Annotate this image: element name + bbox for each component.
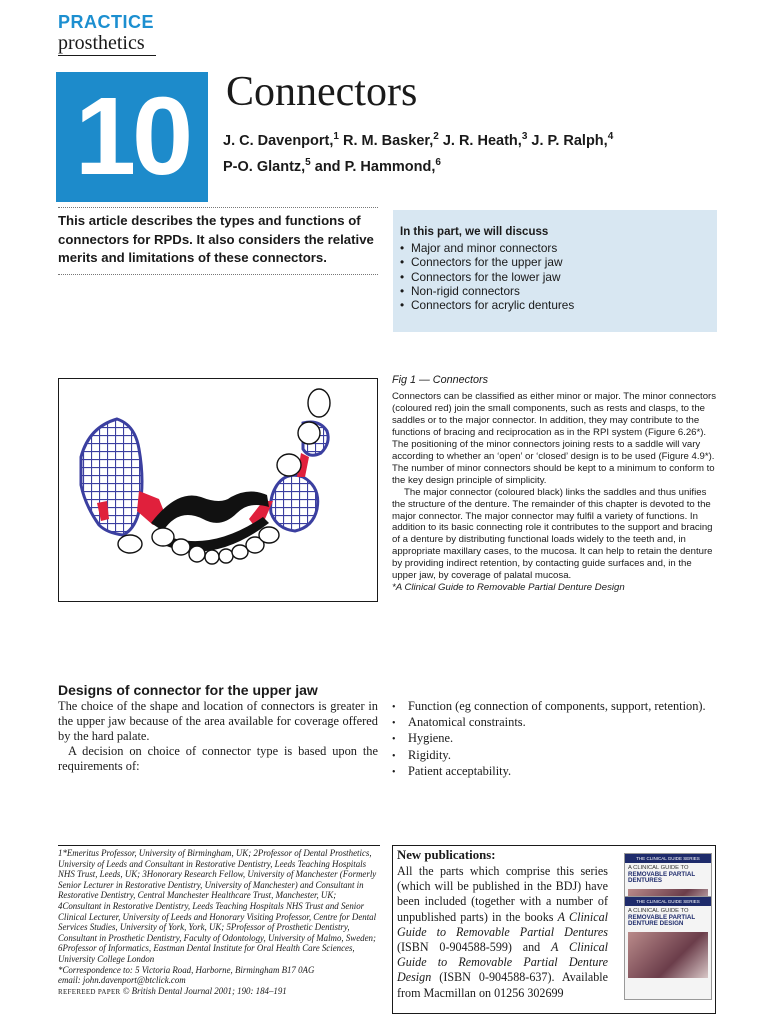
intro-summary: This article describes the types and functions of connectors for RPDs. It also considers the relative merits and limitations of these connectors. — [58, 213, 374, 266]
isbn: (ISBN 0-904588-599) — [397, 940, 512, 955]
section-body — [58, 699, 378, 774]
requirement-item: • Function (eg connection of components, support, retention). — [392, 699, 722, 715]
section-heading: Designs of connector for the upper jaw — [58, 682, 318, 698]
publications-intro: All the parts which comprise this series (which will be published in the BDJ) have been included (together with a number of unpublished parts) in the books — [397, 864, 608, 924]
book-title: A Clinical Guide to Removable Partial Dentures — [397, 909, 608, 939]
citation-line — [58, 986, 380, 998]
book-cover-title — [625, 863, 711, 887]
affiliations-text: 1*Emeritus Professor, University of Birmingham, UK; 2Professor of Dental Prosthetics, University of Leeds and Consultant in Restorative Dentistry, Leeds Teaching Hospitals NHS Trust, Leeds, UK; 3Honorary Research Fellow, University of Manchester (Formerly Senior Lecturer in Restorative Dentistry, University of Manchester) and Consultant in Restorative Dentistry, Central Manchester Healthcare Trust, Manchester, UK; 4Consultant in Restorative Dentistry, Leeds Teaching Hospitals NHS Trust and Senior Clinical Lecturer, University of Leeds and Honorary Visiting Professor, Centre for Dental Services Studies, University of York, York, UK; 5Professor of Prosthetic Dentistry, Consultant in Prosthetic Dentistry, Faculty of Odontology, University of Malmo, Sweden; 6Professor of Informatics, Eastman Dental Institute for Oral Health Care Sciences, University College London — [58, 848, 377, 964]
book-cover-title — [625, 906, 711, 930]
author-affiliation: 2 — [433, 131, 439, 142]
tooth — [259, 527, 279, 543]
correspondence: *Correspondence to: 5 Victoria Road, Harborne, Birmingham B17 0AG — [58, 964, 315, 975]
tooth — [308, 389, 330, 417]
requirements-list — [392, 699, 722, 780]
tooth — [152, 528, 174, 546]
discussion-item: • Connectors for the upper jaw — [400, 255, 574, 269]
cover-title-line: A CLINICAL GUIDE TO — [628, 865, 689, 871]
author-line-2 — [223, 152, 743, 178]
figure-paragraph: Connectors can be classified as either minor or major. The minor connectors (coloured red) join the small components, such as rests and clasps, to the saddles or to the major connector. In addition, they may contribute to the functions of bracing and reciprocation as in the RPI system (Figure 6.26*). The positioning of the minor connectors joining rests to a saddle will vary according to whether an ‘open’ or ‘closed’ design is to be used (Figure 4.9*). The number of minor connectors should be kept to a minimum to conform to the key design principle of simplicity. — [392, 391, 717, 486]
section-paragraph: The choice of the shape and location of connectors is greater in the upper jaw because of the area available for coverage offered by the hard palate. — [58, 699, 378, 743]
article-title: Connectors — [226, 69, 418, 115]
affiliations-footnote — [58, 848, 380, 997]
chapter-number: 10 — [74, 75, 190, 198]
tooth — [277, 454, 301, 476]
tooth — [298, 422, 320, 444]
book-series-band: THE CLINICAL GUIDE SERIES — [625, 897, 711, 906]
conjunction: and — [511, 940, 552, 955]
discussion-heading: In this part, we will discuss — [400, 226, 549, 238]
series-underline — [58, 55, 156, 56]
series-label: PRACTICE — [58, 12, 155, 32]
denture-diagram — [59, 379, 377, 601]
left-saddle-mesh — [81, 419, 142, 535]
author-list — [223, 126, 743, 178]
author: J. C. Davenport, — [223, 132, 334, 149]
requirement-item: • Patient acceptability. — [392, 764, 722, 780]
author-affiliation: 4 — [607, 131, 614, 142]
footnote-rule — [58, 845, 380, 846]
book-title: A Clinical Guide to Removable Partial Denture Design — [397, 940, 608, 985]
discussion-item: • Connectors for the lower jaw — [400, 270, 574, 284]
availability: Available from Macmillan on 01256 302699 — [397, 970, 609, 1000]
figure-paragraph: The major connector (coloured black) links the saddles and thus unifies the structure of the denture. The remainder of this chapter is devoted to the major connector. The major connector may fulfil a variety of functions. In addition to its basic connecting role it contributes to the support and bracing of a denture by distributing functional loads widely to the teeth and, in appropriate maxillary cases, to the mucosa. It can help to retain the denture by providing indirect retention, by contacting guide surfaces and, in the upper jaw, by coverage of palatal mucosa. — [392, 486, 713, 582]
requirement-item: • Anatomical constraints. — [392, 715, 722, 731]
tooth — [118, 535, 142, 553]
tooth — [219, 549, 233, 563]
publications-heading: New publications: — [397, 848, 496, 862]
author: R. M. Basker, — [342, 132, 434, 149]
cover-title-main: REMOVABLE PARTIAL DENTURES — [628, 870, 696, 885]
requirement-item: • Hygiene. — [392, 731, 722, 747]
discussion-item: • Connectors for acrylic dentures — [400, 298, 574, 312]
author: P-O. Glantz, — [223, 158, 306, 175]
intro-divider-bottom — [58, 274, 378, 275]
tooth — [205, 550, 219, 564]
tooth — [172, 539, 190, 555]
book-cover-design — [624, 896, 712, 1000]
section-paragraph: A decision on choice of connector type is based upon the requirements of: — [58, 744, 378, 773]
isbn: (ISBN 0-904588-637). — [431, 970, 555, 985]
tooth — [189, 546, 205, 562]
figure-connectors — [58, 378, 378, 602]
publications-text — [397, 864, 608, 1001]
figure-description — [392, 391, 718, 594]
discussion-item: • Major and minor connectors — [400, 241, 574, 255]
author-affiliation: 6 — [435, 156, 441, 168]
author: J. R. Heath, — [442, 132, 522, 149]
figure-footnote: *A Clinical Guide to Removable Partial Denture Design — [392, 582, 625, 594]
book-cover-image — [628, 932, 708, 978]
author: and P. Hammond, — [314, 158, 436, 175]
cover-title-line: A CLINICAL GUIDE TO — [628, 908, 689, 914]
email: email: john.davenport@btclick.com — [58, 975, 186, 986]
intro-divider-top — [58, 207, 378, 208]
citation: © British Dental Journal 2001; 190: 184–191 — [122, 985, 287, 996]
figure-caption: Fig 1 — Connectors — [392, 374, 489, 386]
author-affiliation: 3 — [521, 131, 528, 142]
author-affiliation: 1 — [333, 131, 339, 142]
right-saddle-mesh-lower — [271, 475, 318, 531]
book-series-band: THE CLINICAL GUIDE SERIES — [625, 854, 711, 863]
author-affiliation: 5 — [305, 156, 311, 168]
requirement-item: • Rigidity. — [392, 748, 722, 764]
series-subtitle: prosthetics — [58, 32, 145, 54]
author-line-1 — [223, 126, 743, 152]
discussion-list — [400, 241, 574, 312]
author: J. P. Ralph, — [531, 132, 608, 149]
cover-title-main: REMOVABLE PARTIAL DENTURE DESIGN — [628, 913, 696, 928]
refereed-label: REFEREED PAPER — [58, 987, 121, 996]
discussion-item: • Non-rigid connectors — [400, 284, 574, 298]
